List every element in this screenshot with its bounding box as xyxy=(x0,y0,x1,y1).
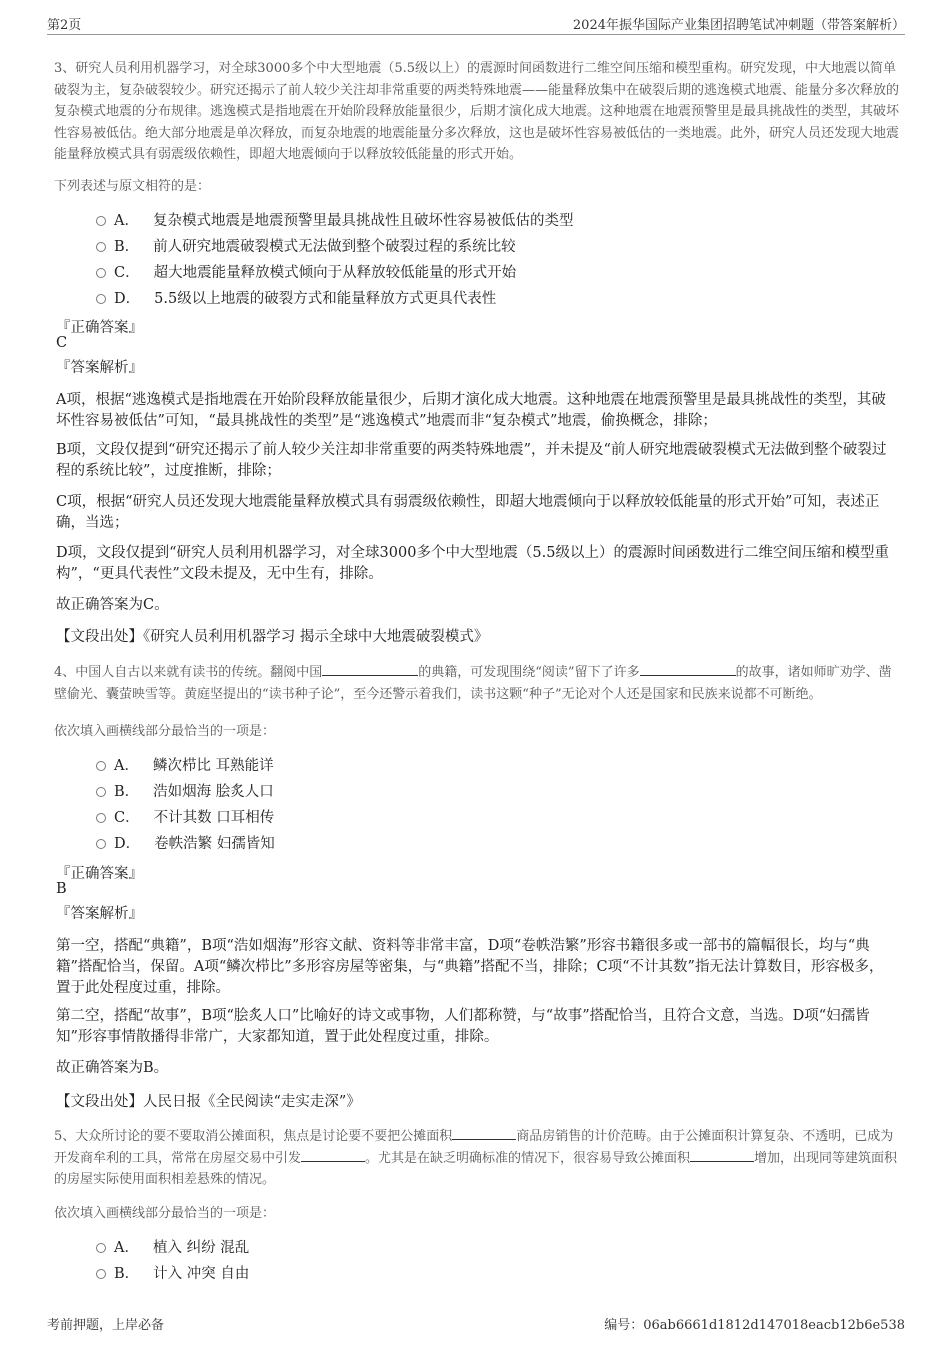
question-5-prompt: 依次填入画横线部分最恰当的一项是： xyxy=(54,1206,276,1221)
conclusion: 故正确答案为C。 xyxy=(56,597,169,613)
fill-blank xyxy=(322,662,418,676)
fill-blank xyxy=(640,662,736,676)
analysis-paragraph: 第一空，搭配“典籍”，B项“浩如烟海”形容文献、资料等非常丰富，D项“卷帙浩繁”形容书籍很多或一部书的篇幅很长，均与“典籍”搭配恰当，保留。A项“鳞次栉比”多形容房屋等密集，与“典籍”搭配不当，排除；C项“不计其数”指无法计算数目，形容极多，置于此处程度过重，排除。 xyxy=(56,938,884,996)
answer-value: C xyxy=(56,335,68,351)
analysis-paragraph: A项，根据“逃逸模式是指地震在开始阶段释放能量很少，后期才演化成大地震。这种地震在地震预警里是最具挑战性的类型，其破坏性容易被低估”可知，“最具挑战性的类型”是“逃逸模式”地震而非“复杂模式”地震，偷换概念，排除； xyxy=(56,392,886,429)
question-5-text: 5、大众所讨论的要不要取消公摊面积，焦点是讨论要不要把公摊面积 商品房销售的计价范畴。由于公摊面积计算复杂、不透明，已成为开发商牟利的工具，常常在房屋交易中引发 。尤其是在缺乏明确标准的情况下，很容易导致公摊面积 增加，出现同等建筑面积的房屋实际使用面积相差悬殊的情况。 xyxy=(54,1126,902,1191)
option-c[interactable]: C． 不计其数 口耳相传 xyxy=(96,803,275,829)
analysis-paragraph: 第二空，搭配“故事”，B项“脍炙人口”比喻好的诗文或事物，人们都称赞，与“故事”搭配恰当，且符合文意，当选。D项“妇孺皆知”形容事情散播得非常广，大家都知道，置于此处程度过重，排除。 xyxy=(56,1008,870,1045)
radio-icon[interactable] xyxy=(96,242,106,252)
source-citation: 【文段出处】人民日报《全民阅读“走实走深”》 xyxy=(56,1094,361,1110)
analysis-paragraph: B项，文段仅提到“研究还揭示了前人较少关注却非常重要的两类特殊地震”，并未提及“前人研究地震破裂模式无法做到整个破裂过程的系统比较”，过度推断，排除； xyxy=(56,442,887,479)
document-title: 2024年振华国际产业集团招聘笔试冲刺题（带答案解析） xyxy=(572,18,905,33)
radio-icon[interactable] xyxy=(96,1269,106,1279)
answer-label: 『正确答案』 xyxy=(56,320,143,336)
analysis-label: 『答案解析』 xyxy=(56,906,143,922)
fill-blank xyxy=(690,1148,754,1162)
analysis-label: 『答案解析』 xyxy=(56,360,143,376)
option-a[interactable]: A． 鳞次栉比 耳熟能详 xyxy=(96,751,275,777)
radio-icon[interactable] xyxy=(96,216,106,226)
answer-label: 『正确答案』 xyxy=(56,866,143,882)
analysis-paragraph: C项，根据“研究人员还发现大地震能量释放模式具有弱震级依赖性，即超大地震倾向于以释放较低能量的形式开始”可知，表述正确，当选； xyxy=(56,494,880,531)
radio-icon[interactable] xyxy=(96,787,106,797)
page-number: 第2页 xyxy=(47,18,82,33)
document-id: 编号：06ab6661d1812d147018eacb12b6e538 xyxy=(604,1318,905,1333)
footer-slogan: 考前押题，上岸必备 xyxy=(47,1318,165,1333)
radio-icon[interactable] xyxy=(96,294,106,304)
conclusion: 故正确答案为B。 xyxy=(56,1060,169,1076)
option-a[interactable]: A． 植入 纠纷 混乱 xyxy=(96,1233,249,1259)
option-b[interactable]: B． 浩如烟海 脍炙人口 xyxy=(96,777,275,803)
radio-icon[interactable] xyxy=(96,839,106,849)
option-b[interactable]: B． 前人研究地震破裂模式无法做到整个破裂过程的系统比较 xyxy=(96,232,573,258)
option-d[interactable]: D． 5.5级以上地震的破裂方式和能量释放方式更具代表性 xyxy=(96,284,573,310)
question-3-prompt: 下列表述与原文相符的是： xyxy=(54,179,211,194)
question-3-text: 3、研究人员利用机器学习，对全球3000多个中大型地震（5.5级以上）的震源时间函数进行二维空间压缩和模型重构。研究发现，中大地震以简单破裂为主，复杂破裂较少。研究还揭示了前人较少关注却非常重要的两类特殊地震——能量释放集中在破裂后期的逃逸模式地震、能量分多次释放的复杂模式地震的分布规律。逃逸模式是指地震在开始阶段释放能量很少，后期才演化成大地震。这种地震在地震预警里是最具挑战性的类型，其破坏性容易被低估。绝大部分地震是单次释放，而复杂地震的地震能量分多次释放，这也是破坏性容易被低估的一类地震。此外，研究人员还发现大地震能量释放模式具有弱震级依赖性，即超大地震倾向于以释放较低能量的形式开始。 xyxy=(54,61,900,162)
radio-icon[interactable] xyxy=(96,268,106,278)
question-5-options xyxy=(96,1233,249,1285)
question-4-prompt: 依次填入画横线部分最恰当的一项是： xyxy=(54,724,276,739)
option-d[interactable]: D． 卷帙浩繁 妇孺皆知 xyxy=(96,829,275,855)
answer-value: B xyxy=(56,881,67,897)
question-4-options xyxy=(96,751,275,855)
option-c[interactable]: C． 超大地震能量释放模式倾向于从释放较低能量的形式开始 xyxy=(96,258,573,284)
option-b[interactable]: B． 计入 冲突 自由 xyxy=(96,1259,249,1285)
radio-icon[interactable] xyxy=(96,813,106,823)
fill-blank xyxy=(301,1148,365,1162)
radio-icon[interactable] xyxy=(96,761,106,771)
analysis-paragraph: D项，文段仅提到“研究人员利用机器学习，对全球3000多个中大型地震（5.5级以上）的震源时间函数进行二维空间压缩和模型重构”，“更具代表性”文段未提及，无中生有，排除。 xyxy=(56,545,889,582)
fill-blank xyxy=(452,1126,516,1140)
source-citation: 【文段出处】《研究人员利用机器学习 揭示全球中大地震破裂模式》 xyxy=(56,629,489,645)
option-a[interactable]: A． 复杂模式地震是地震预警里最具挑战性且破坏性容易被低估的类型 xyxy=(96,206,573,232)
page-header xyxy=(47,12,905,35)
radio-icon[interactable] xyxy=(96,1243,106,1253)
question-4-text: 4、中国人自古以来就有读书的传统。翻阅中国 的典籍，可发现围绕“阅读”留下了许多 的故事，诸如师旷劝学、凿壁偷光、囊萤映雪等。黄庭坚提出的“读书种子论”，至今还警示着我们，读书这颗“种子”无论对个人还是国家和民族来说都不可断绝。 xyxy=(54,662,902,705)
question-3-options xyxy=(96,206,573,310)
